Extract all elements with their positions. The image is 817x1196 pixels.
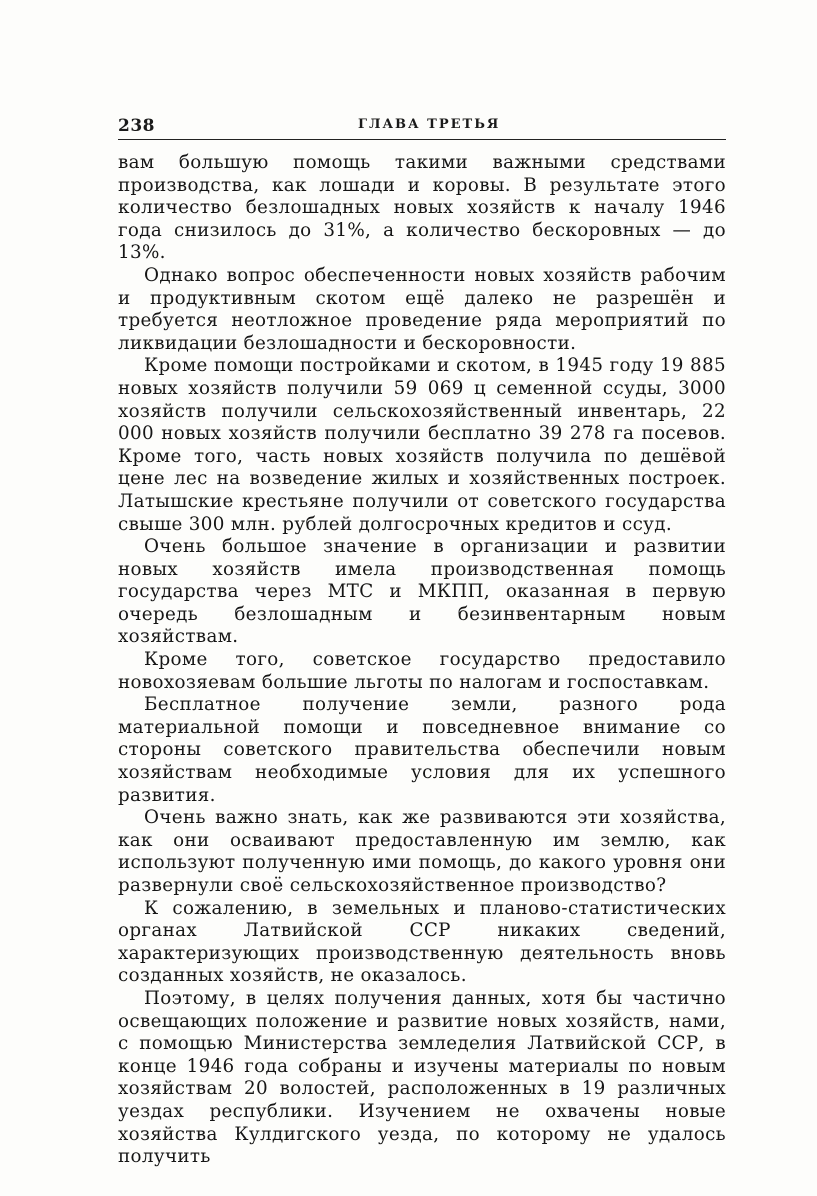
- paragraph-7: Очень важно знать, как же развиваются эти хозяйства, как они осваивают предоставленную им землю, как используют полученную ими помощь, до какого уровня они развернули своё сельскохозяйственное производство?: [118, 807, 726, 896]
- paragraph-2: Однако вопрос обеспеченности новых хозяйств рабочим и продуктивным скотом ещё далеко не разрешён и требуется неотложное проведение ряда мероприятий по ликвидации безлошадности и бескоровности.: [118, 264, 726, 354]
- paragraph-5: Кроме того, советское государство предоставило новохозяевам большие льготы по налогам и госпоставкам.: [118, 649, 726, 693]
- body-text: [118, 152, 726, 1169]
- paragraph-4: Очень большое значение в организации и развитии новых хозяйств имела производственная помощь государства через МТС и МКПП, оказанная в первую очередь безлошадным и безинвентарным новым хозяйствам.: [118, 536, 726, 648]
- paragraph-9: Поэтому, в целях получения данных, хотя бы частично освещающих положение и развитие новых хозяйств, нами, с помощью Министерства земледелия Латвийской ССР, в конце 1946 года собраны и изучены материалы по новым хозяйствам 20 волостей, расположенных в 19 различных уездах республики. Изучением не охвачены новые хозяйства Кулдигского уезда, по которому не удалось получить: [118, 987, 726, 1168]
- paragraph-8: К сожалению, в земельных и планово-статистических органах Латвийской ССР никаких сведений, характеризующих производственную деятельность вновь созданных хозяйств, не оказалось.: [118, 897, 726, 987]
- running-head: ГЛАВА ТРЕТЬЯ: [358, 117, 501, 132]
- header-rule: [118, 139, 726, 140]
- page-number: 238: [118, 116, 155, 136]
- paragraph-1: вам большую помощь такими важными средствами производства, как лошади и коровы. В результате этого количество безлошадных новых хозяйств к началу 1946 года снизилось до 31%, а количество бескоровных — до 13%.: [118, 152, 726, 264]
- paragraph-3: Кроме помощи постройками и скотом, в 1945 году 19 885 новых хозяйств получили 59 069 ц семенной ссуды, 3000 хозяйств получили сельскохозяйственный инвентарь, 22 000 новых хозяйств получили бесплатно 39 278 га посевов. Кроме того, часть новых хозяйств получила по дешёвой цене лес на возведение жилых и хозяйственных построек. Латышские крестьяне получили от советского государства свыше 300 млн. рублей долгосрочных кредитов и ссуд.: [118, 355, 726, 535]
- paragraph-6: Бесплатное получение земли, разного рода материальной помощи и повседневное внимание со стороны советского правительства обеспечили новым хозяйствам необходимые условия для их успешного развития.: [118, 694, 726, 806]
- page-header: [118, 114, 726, 136]
